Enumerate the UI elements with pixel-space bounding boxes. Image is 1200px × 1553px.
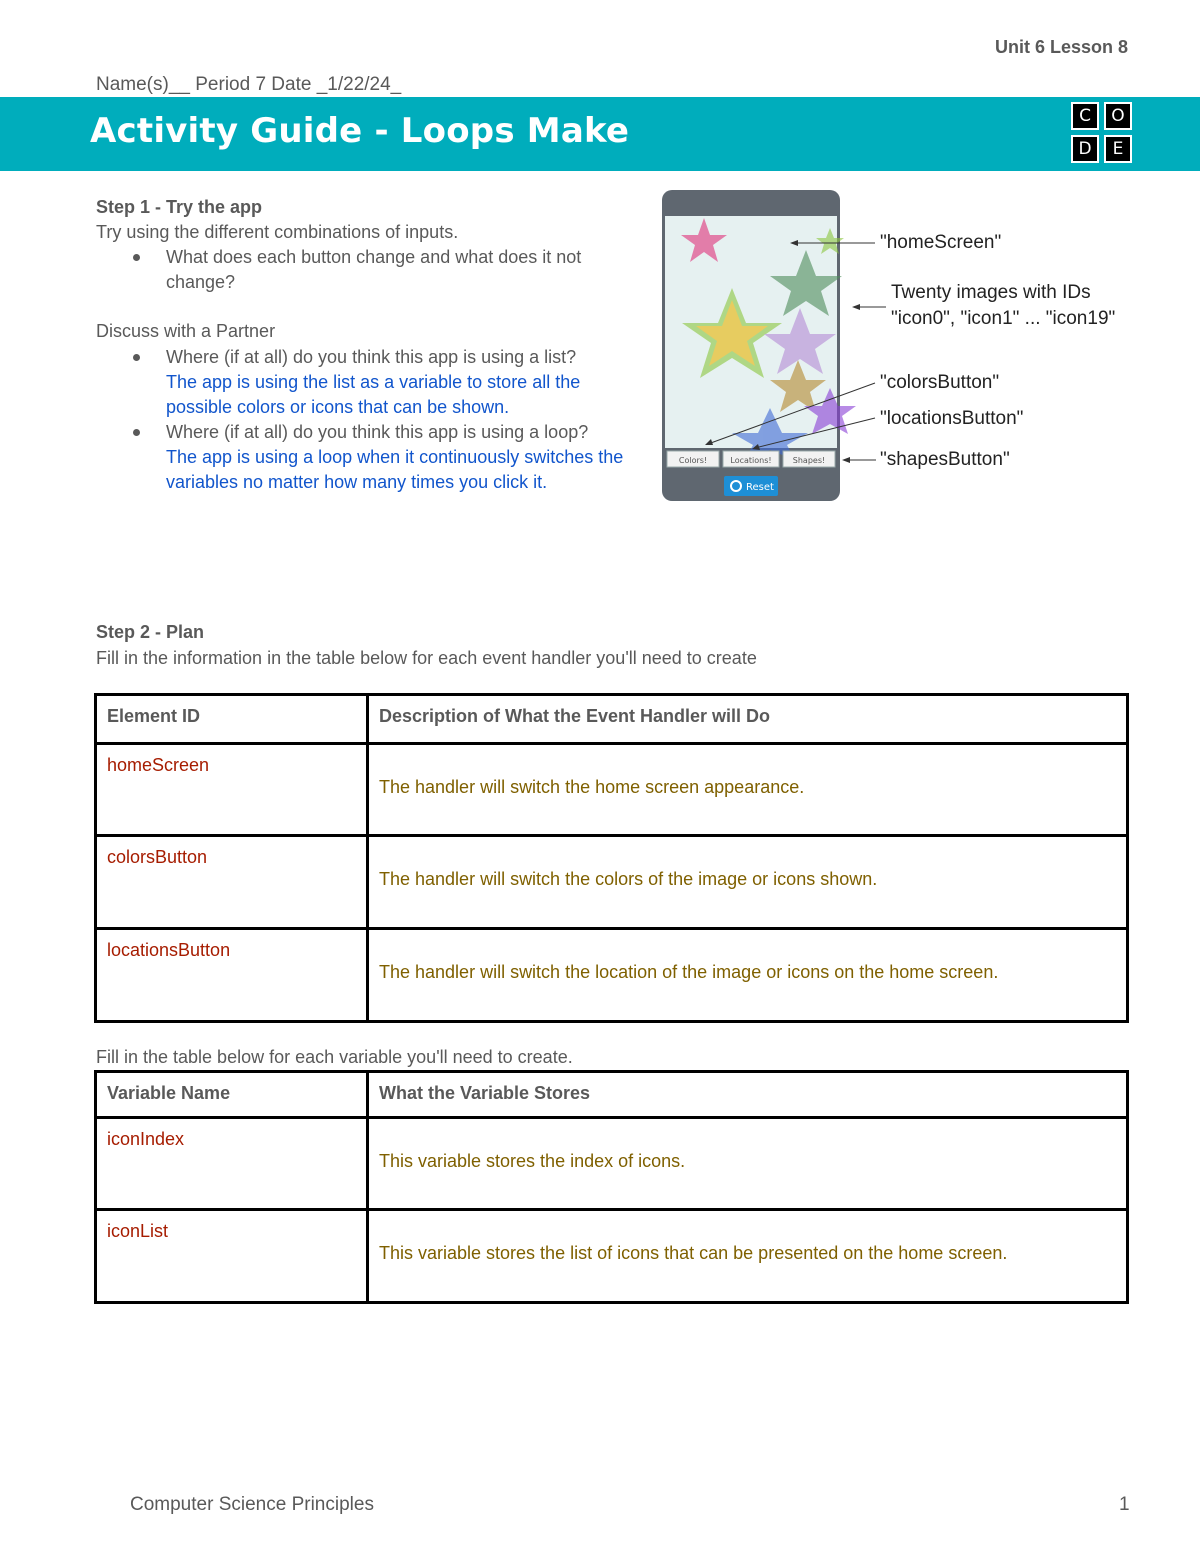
callout-colors-button: "colorsButton"	[880, 372, 1000, 393]
step2-heading: Step 2 - Plan	[96, 622, 205, 642]
step1-heading: Step 1 - Try the app	[96, 197, 263, 217]
code-logo	[1071, 102, 1135, 166]
event-handler-table	[94, 693, 1129, 1023]
bullet-dot	[133, 354, 140, 361]
table-row	[96, 1118, 1128, 1210]
column-header-description: Description of What the Event Handler will Do	[368, 695, 1128, 744]
logo-letter-o: O	[1104, 102, 1132, 130]
element-id-cell: colorsButton	[96, 836, 368, 929]
table-header-row	[96, 695, 1128, 744]
variable-name-cell: iconList	[96, 1210, 368, 1303]
discuss-label: Discuss with a Partner	[96, 321, 276, 341]
description-cell: The handler will switch the colors of the image or icons shown.	[368, 836, 1128, 929]
column-header-element-id: Element ID	[96, 695, 368, 744]
app-diagram	[660, 188, 1140, 508]
answer-loop: The app is using a loop when it continuously switches the variables no matter how many times you click it.	[166, 447, 624, 492]
variable-table	[94, 1070, 1129, 1304]
description-cell: The handler will switch the home screen appearance.	[368, 744, 1128, 836]
question-list: Where (if at all) do you think this app is using a list?	[166, 347, 577, 367]
step1-intro: Try using the different combinations of inputs.	[96, 222, 459, 242]
callout-images-line2: "icon0", "icon1" ... "icon19"	[891, 308, 1116, 329]
table-row	[96, 929, 1128, 1022]
callout-shapes-button: "shapesButton"	[880, 449, 1010, 470]
description-cell: The handler will switch the location of the image or icons on the home screen.	[368, 929, 1128, 1022]
bullet-dot	[133, 254, 140, 261]
table-row	[96, 836, 1128, 929]
column-header-variable-name: Variable Name	[96, 1072, 368, 1118]
question-button-change: What does each button change and what does it not change?	[166, 247, 582, 292]
logo-letter-c: C	[1071, 102, 1099, 130]
answer-list: The app is using the list as a variable to store all the possible colors or icons that can be shown.	[166, 372, 581, 417]
bullet-dot	[133, 429, 140, 436]
app-locations-button-label: Locations!	[730, 456, 772, 465]
logo-letter-d: D	[1071, 135, 1099, 163]
page-title: Activity Guide - Loops Make	[90, 111, 630, 151]
question-loop: Where (if at all) do you think this app is using a loop?	[166, 422, 589, 442]
page-number: 1	[1119, 1494, 1130, 1515]
variable-stores-cell: This variable stores the index of icons.	[368, 1118, 1128, 1210]
table-row	[96, 744, 1128, 836]
variable-name-cell: iconIndex	[96, 1118, 368, 1210]
title-banner	[0, 97, 1200, 171]
callout-images-line1: Twenty images with IDs	[891, 282, 1091, 303]
footer-course: Computer Science Principles	[130, 1494, 374, 1515]
name-period-date-line: Name(s)__ Period 7 Date _1/22/24_	[96, 74, 402, 95]
unit-lesson-label: Unit 6 Lesson 8	[994, 37, 1128, 57]
step2-intro: Fill in the information in the table below for each event handler you'll need to create	[96, 648, 757, 668]
column-header-variable-stores: What the Variable Stores	[368, 1072, 1128, 1118]
callout-locations-button: "locationsButton"	[880, 408, 1024, 429]
variable-stores-cell: This variable stores the list of icons that can be presented on the home screen.	[368, 1210, 1128, 1303]
app-colors-button-label: Colors!	[678, 456, 708, 465]
table2-intro: Fill in the table below for each variable you'll need to create.	[96, 1047, 573, 1067]
table-row	[96, 1210, 1128, 1303]
element-id-cell: homeScreen	[96, 744, 368, 836]
element-id-cell: locationsButton	[96, 929, 368, 1022]
table-header-row	[96, 1072, 1128, 1118]
callout-homescreen: "homeScreen"	[880, 232, 1002, 253]
app-shapes-button-label: Shapes!	[792, 456, 826, 465]
app-reset-button-label: Reset	[746, 482, 774, 493]
logo-letter-e: E	[1104, 135, 1132, 163]
